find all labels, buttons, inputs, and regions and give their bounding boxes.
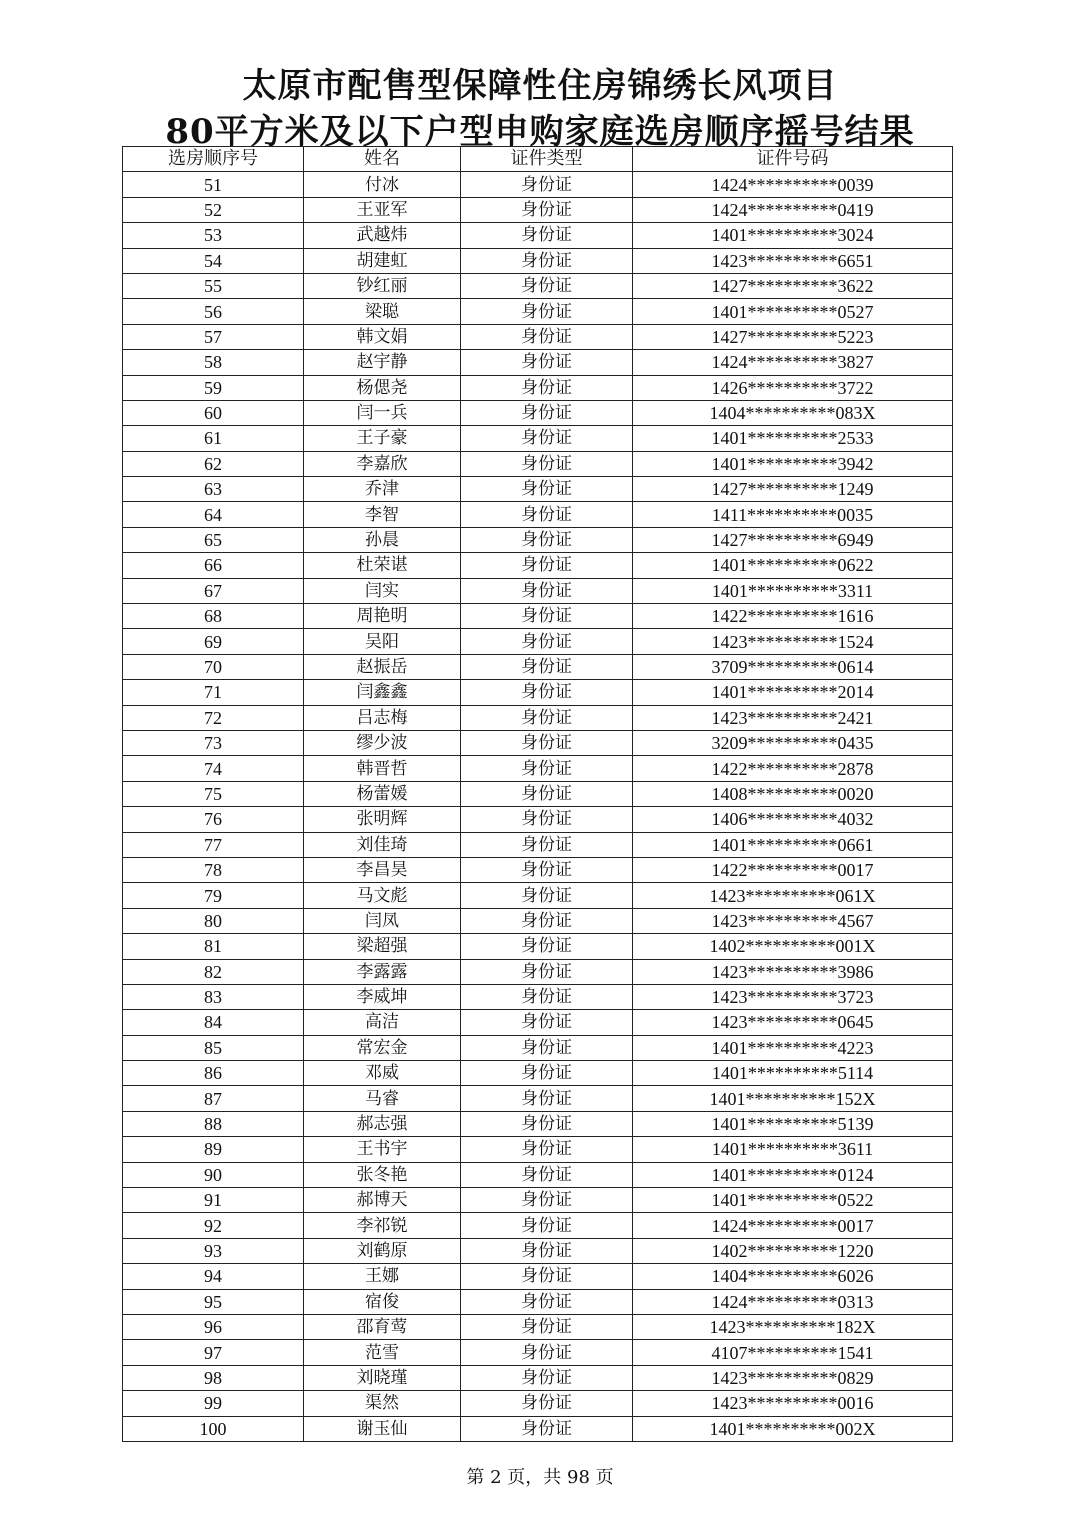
table-row [123, 1086, 953, 1111]
table-row [123, 1416, 953, 1441]
order-number-cell: 68 [123, 604, 304, 629]
id-type-cell: 身份证 [461, 984, 633, 1009]
id-number-cell: 1401**********0527 [633, 299, 953, 324]
id-number-cell: 1424**********3827 [633, 350, 953, 375]
id-number-cell: 1401**********0661 [633, 832, 953, 857]
id-type-cell: 身份证 [461, 730, 633, 755]
table-row [123, 426, 953, 451]
order-number-cell: 51 [123, 172, 304, 197]
id-number-cell: 1423**********4567 [633, 908, 953, 933]
order-number-cell: 81 [123, 934, 304, 959]
id-number-cell: 1427**********3622 [633, 273, 953, 298]
order-number-cell: 76 [123, 807, 304, 832]
order-number-cell: 60 [123, 400, 304, 425]
id-number-cell: 1401**********3311 [633, 578, 953, 603]
name-cell: 周艳明 [304, 604, 461, 629]
order-number-cell: 73 [123, 730, 304, 755]
table-row [123, 400, 953, 425]
document-title-line-1: 太原市配售型保障性住房锦绣长风项目 [242, 66, 838, 106]
id-number-cell: 3209**********0435 [633, 730, 953, 755]
table-row [123, 1238, 953, 1263]
name-cell: 谢玉仙 [304, 1416, 461, 1441]
order-number-cell: 72 [123, 705, 304, 730]
id-type-cell: 身份证 [461, 1289, 633, 1314]
name-cell: 张冬艳 [304, 1162, 461, 1187]
table-row [123, 578, 953, 603]
name-cell: 杨蕾媛 [304, 781, 461, 806]
id-type-cell: 身份证 [461, 324, 633, 349]
order-number-cell: 84 [123, 1010, 304, 1035]
id-number-cell: 1423**********1524 [633, 629, 953, 654]
id-number-cell: 1404**********083X [633, 400, 953, 425]
order-number-cell: 67 [123, 578, 304, 603]
id-type-cell: 身份证 [461, 223, 633, 248]
name-cell: 胡建虹 [304, 248, 461, 273]
table-row [123, 1365, 953, 1390]
table-row [123, 934, 953, 959]
id-type-cell: 身份证 [461, 883, 633, 908]
header-name: 姓名 [304, 147, 461, 172]
table-row [123, 299, 953, 324]
table-row [123, 1111, 953, 1136]
name-cell: 范雪 [304, 1340, 461, 1365]
table-row [123, 705, 953, 730]
order-number-cell: 64 [123, 502, 304, 527]
id-type-cell: 身份证 [461, 705, 633, 730]
name-cell: 李昌昊 [304, 857, 461, 882]
id-type-cell: 身份证 [461, 807, 633, 832]
name-cell: 张明辉 [304, 807, 461, 832]
order-number-cell: 70 [123, 654, 304, 679]
order-number-cell: 95 [123, 1289, 304, 1314]
name-cell: 付冰 [304, 172, 461, 197]
id-number-cell: 1401**********3611 [633, 1137, 953, 1162]
table-row [123, 502, 953, 527]
id-number-cell: 1423**********6651 [633, 248, 953, 273]
table-row [123, 883, 953, 908]
order-number-cell: 88 [123, 1111, 304, 1136]
name-cell: 杨偲尧 [304, 375, 461, 400]
id-number-cell: 1401**********2014 [633, 680, 953, 705]
table-row [123, 273, 953, 298]
name-cell: 杜荣谌 [304, 553, 461, 578]
name-cell: 常宏金 [304, 1035, 461, 1060]
id-number-cell: 1423**********0829 [633, 1365, 953, 1390]
id-type-cell: 身份证 [461, 1416, 633, 1441]
id-number-cell: 1423**********0645 [633, 1010, 953, 1035]
name-cell: 刘晓瑾 [304, 1365, 461, 1390]
table-row [123, 629, 953, 654]
name-cell: 渠然 [304, 1391, 461, 1416]
name-cell: 赵宇静 [304, 350, 461, 375]
order-number-cell: 85 [123, 1035, 304, 1060]
id-type-cell: 身份证 [461, 1188, 633, 1213]
table-row [123, 807, 953, 832]
name-cell: 马文彪 [304, 883, 461, 908]
order-number-cell: 75 [123, 781, 304, 806]
id-type-cell: 身份证 [461, 451, 633, 476]
name-cell: 韩晋哲 [304, 756, 461, 781]
id-number-cell: 1423**********2421 [633, 705, 953, 730]
id-type-cell: 身份证 [461, 1340, 633, 1365]
name-cell: 钞红丽 [304, 273, 461, 298]
table-row [123, 223, 953, 248]
order-number-cell: 69 [123, 629, 304, 654]
table-row [123, 172, 953, 197]
name-cell: 宿俊 [304, 1289, 461, 1314]
table-row [123, 756, 953, 781]
order-number-cell: 82 [123, 959, 304, 984]
id-number-cell: 1427**********5223 [633, 324, 953, 349]
order-number-cell: 74 [123, 756, 304, 781]
id-number-cell: 1401**********3024 [633, 223, 953, 248]
id-type-cell: 身份证 [461, 248, 633, 273]
table-body [123, 172, 953, 1442]
order-number-cell: 77 [123, 832, 304, 857]
order-number-cell: 63 [123, 477, 304, 502]
id-type-cell: 身份证 [461, 172, 633, 197]
id-type-cell: 身份证 [461, 934, 633, 959]
id-number-cell: 1401**********002X [633, 1416, 953, 1441]
id-type-cell: 身份证 [461, 908, 633, 933]
id-number-cell: 1401**********5139 [633, 1111, 953, 1136]
id-type-cell: 身份证 [461, 1010, 633, 1035]
order-number-cell: 98 [123, 1365, 304, 1390]
order-number-cell: 79 [123, 883, 304, 908]
id-type-cell: 身份证 [461, 1061, 633, 1086]
id-type-cell: 身份证 [461, 680, 633, 705]
name-cell: 邓威 [304, 1061, 461, 1086]
id-number-cell: 1404**********6026 [633, 1264, 953, 1289]
id-type-cell: 身份证 [461, 1314, 633, 1339]
order-number-cell: 53 [123, 223, 304, 248]
id-number-cell: 1423**********061X [633, 883, 953, 908]
id-type-cell: 身份证 [461, 832, 633, 857]
order-number-cell: 59 [123, 375, 304, 400]
name-cell: 李祁锐 [304, 1213, 461, 1238]
table-row [123, 451, 953, 476]
id-type-cell: 身份证 [461, 502, 633, 527]
id-type-cell: 身份证 [461, 629, 633, 654]
order-number-cell: 92 [123, 1213, 304, 1238]
order-number-cell: 65 [123, 527, 304, 552]
table-row [123, 1137, 953, 1162]
order-number-cell: 100 [123, 1416, 304, 1441]
id-type-cell: 身份证 [461, 1264, 633, 1289]
order-number-cell: 62 [123, 451, 304, 476]
name-cell: 韩文娟 [304, 324, 461, 349]
id-number-cell: 1401**********2533 [633, 426, 953, 451]
id-number-cell: 1423**********182X [633, 1314, 953, 1339]
id-type-cell: 身份证 [461, 781, 633, 806]
name-cell: 李智 [304, 502, 461, 527]
table-row [123, 1340, 953, 1365]
table-row [123, 324, 953, 349]
table-row [123, 1289, 953, 1314]
order-number-cell: 55 [123, 273, 304, 298]
order-number-cell: 94 [123, 1264, 304, 1289]
id-type-cell: 身份证 [461, 756, 633, 781]
order-number-cell: 83 [123, 984, 304, 1009]
order-number-cell: 93 [123, 1238, 304, 1263]
order-number-cell: 61 [123, 426, 304, 451]
table-row [123, 527, 953, 552]
id-type-cell: 身份证 [461, 1213, 633, 1238]
table-row [123, 477, 953, 502]
id-type-cell: 身份证 [461, 1365, 633, 1390]
table-row [123, 197, 953, 222]
table-row [123, 654, 953, 679]
id-number-cell: 1406**********4032 [633, 807, 953, 832]
table-row [123, 1061, 953, 1086]
order-number-cell: 52 [123, 197, 304, 222]
table-row [123, 984, 953, 1009]
name-cell: 李威坤 [304, 984, 461, 1009]
table-row [123, 857, 953, 882]
document-title-line-2: 80平方米及以下户型申购家庭选房顺序摇号结果 [165, 112, 915, 152]
id-number-cell: 1401**********4223 [633, 1035, 953, 1060]
name-cell: 邵育莺 [304, 1314, 461, 1339]
id-type-cell: 身份证 [461, 375, 633, 400]
id-type-cell: 身份证 [461, 1238, 633, 1263]
table-row [123, 730, 953, 755]
id-number-cell: 1427**********6949 [633, 527, 953, 552]
name-cell: 乔津 [304, 477, 461, 502]
table-row [123, 375, 953, 400]
order-number-cell: 87 [123, 1086, 304, 1111]
table-row [123, 553, 953, 578]
table-header-row [123, 147, 953, 172]
name-cell: 武越炜 [304, 223, 461, 248]
id-type-cell: 身份证 [461, 1391, 633, 1416]
name-cell: 李嘉欣 [304, 451, 461, 476]
id-number-cell: 1426**********3722 [633, 375, 953, 400]
table-row [123, 1213, 953, 1238]
name-cell: 闫鑫鑫 [304, 680, 461, 705]
id-type-cell: 身份证 [461, 1137, 633, 1162]
order-number-cell: 99 [123, 1391, 304, 1416]
table-row [123, 680, 953, 705]
name-cell: 闫一兵 [304, 400, 461, 425]
id-type-cell: 身份证 [461, 477, 633, 502]
id-number-cell: 1424**********0419 [633, 197, 953, 222]
order-number-cell: 80 [123, 908, 304, 933]
id-number-cell: 1427**********1249 [633, 477, 953, 502]
id-number-cell: 1411**********0035 [633, 502, 953, 527]
id-type-cell: 身份证 [461, 604, 633, 629]
id-type-cell: 身份证 [461, 553, 633, 578]
table-row [123, 1188, 953, 1213]
id-number-cell: 1402**********001X [633, 934, 953, 959]
table-row [123, 832, 953, 857]
name-cell: 吕志梅 [304, 705, 461, 730]
name-cell: 郝志强 [304, 1111, 461, 1136]
id-number-cell: 1401**********0522 [633, 1188, 953, 1213]
id-number-cell: 4107**********1541 [633, 1340, 953, 1365]
id-type-cell: 身份证 [461, 578, 633, 603]
name-cell: 吴阳 [304, 629, 461, 654]
id-type-cell: 身份证 [461, 654, 633, 679]
id-number-cell: 1422**********0017 [633, 857, 953, 882]
id-number-cell: 1401**********0622 [633, 553, 953, 578]
table-row [123, 781, 953, 806]
id-type-cell: 身份证 [461, 197, 633, 222]
id-type-cell: 身份证 [461, 400, 633, 425]
table-row [123, 908, 953, 933]
id-number-cell: 1424**********0039 [633, 172, 953, 197]
id-type-cell: 身份证 [461, 1035, 633, 1060]
table-row [123, 1264, 953, 1289]
id-number-cell: 1408**********0020 [633, 781, 953, 806]
id-type-cell: 身份证 [461, 1111, 633, 1136]
table-row [123, 604, 953, 629]
order-number-cell: 90 [123, 1162, 304, 1187]
table-row [123, 350, 953, 375]
order-number-cell: 54 [123, 248, 304, 273]
id-number-cell: 1422**********2878 [633, 756, 953, 781]
order-number-cell: 71 [123, 680, 304, 705]
table-row [123, 1035, 953, 1060]
order-number-cell: 97 [123, 1340, 304, 1365]
name-cell: 缪少波 [304, 730, 461, 755]
id-type-cell: 身份证 [461, 857, 633, 882]
name-cell: 高洁 [304, 1010, 461, 1035]
id-number-cell: 1401**********3942 [633, 451, 953, 476]
id-number-cell: 3709**********0614 [633, 654, 953, 679]
id-type-cell: 身份证 [461, 959, 633, 984]
id-number-cell: 1424**********0017 [633, 1213, 953, 1238]
name-cell: 刘鹤原 [304, 1238, 461, 1263]
name-cell: 王娜 [304, 1264, 461, 1289]
id-type-cell: 身份证 [461, 299, 633, 324]
header-order-number: 选房顺序号 [123, 147, 304, 172]
order-number-cell: 89 [123, 1137, 304, 1162]
lottery-result-table [122, 146, 953, 1442]
id-type-cell: 身份证 [461, 350, 633, 375]
name-cell: 刘佳琦 [304, 832, 461, 857]
table-row [123, 1162, 953, 1187]
page-footer: 第 2 页，共 98 页 [466, 1467, 614, 1488]
order-number-cell: 58 [123, 350, 304, 375]
id-number-cell: 1401**********0124 [633, 1162, 953, 1187]
name-cell: 郝博天 [304, 1188, 461, 1213]
order-number-cell: 91 [123, 1188, 304, 1213]
table-row [123, 959, 953, 984]
name-cell: 闫实 [304, 578, 461, 603]
id-type-cell: 身份证 [461, 426, 633, 451]
table-row [123, 1314, 953, 1339]
id-type-cell: 身份证 [461, 1086, 633, 1111]
name-cell: 王亚军 [304, 197, 461, 222]
id-number-cell: 1423**********0016 [633, 1391, 953, 1416]
order-number-cell: 66 [123, 553, 304, 578]
header-id-number: 证件号码 [633, 147, 953, 172]
id-type-cell: 身份证 [461, 273, 633, 298]
id-number-cell: 1402**********1220 [633, 1238, 953, 1263]
id-number-cell: 1401**********5114 [633, 1061, 953, 1086]
header-id-type: 证件类型 [461, 147, 633, 172]
id-number-cell: 1423**********3986 [633, 959, 953, 984]
name-cell: 李露露 [304, 959, 461, 984]
table-row [123, 1010, 953, 1035]
order-number-cell: 96 [123, 1314, 304, 1339]
id-number-cell: 1424**********0313 [633, 1289, 953, 1314]
order-number-cell: 86 [123, 1061, 304, 1086]
id-number-cell: 1423**********3723 [633, 984, 953, 1009]
name-cell: 马睿 [304, 1086, 461, 1111]
id-type-cell: 身份证 [461, 1162, 633, 1187]
table-row [123, 1391, 953, 1416]
name-cell: 闫凤 [304, 908, 461, 933]
name-cell: 赵振岳 [304, 654, 461, 679]
id-type-cell: 身份证 [461, 527, 633, 552]
id-number-cell: 1422**********1616 [633, 604, 953, 629]
name-cell: 梁超强 [304, 934, 461, 959]
order-number-cell: 78 [123, 857, 304, 882]
id-number-cell: 1401**********152X [633, 1086, 953, 1111]
order-number-cell: 56 [123, 299, 304, 324]
table-row [123, 248, 953, 273]
order-number-cell: 57 [123, 324, 304, 349]
name-cell: 梁聪 [304, 299, 461, 324]
name-cell: 孙晨 [304, 527, 461, 552]
name-cell: 王书宇 [304, 1137, 461, 1162]
name-cell: 王子豪 [304, 426, 461, 451]
